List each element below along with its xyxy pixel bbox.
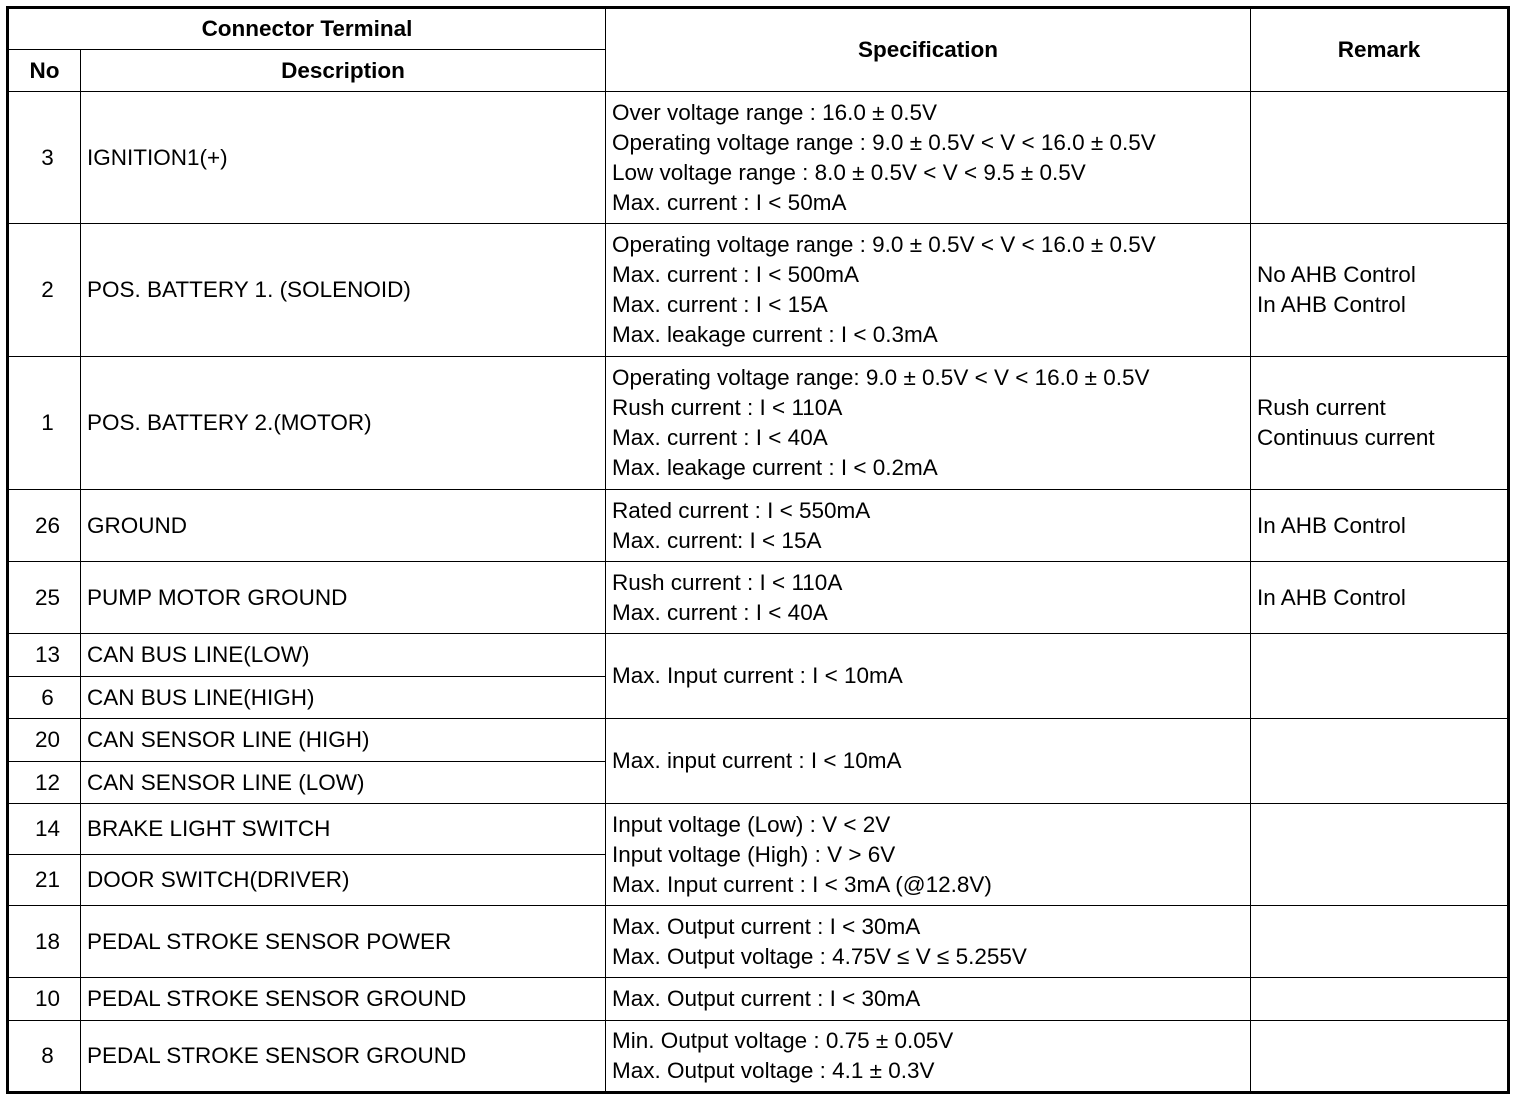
connector-terminal-table [6,6,1510,1094]
remark-cell [1251,1021,1509,1093]
spec-line: Max. current : I < 40A [612,599,828,625]
spec-line: Max. Input current : I < 3mA (@12.8V) [612,871,992,897]
terminal-no: 8 [8,1021,81,1093]
terminal-no: 6 [8,677,81,719]
terminal-no: 3 [8,92,81,224]
spec-line: Max. leakage current : I < 0.2mA [612,455,938,480]
spec-line: Max. leakage current : I < 0.3mA [612,322,938,347]
spec-line: Operating voltage range : 9.0 ± 0.5V < V < 16.0 ± 0.5V [612,129,1156,155]
header-no: No [8,50,81,92]
terminal-no: 10 [8,978,81,1021]
spec-line: Rated current : I < 550mA [612,497,871,523]
terminal-description: PEDAL STROKE SENSOR POWER [81,906,606,978]
remark-cell [1251,92,1509,224]
terminal-no: 25 [8,562,81,634]
spec-line: Low voltage range : 8.0 ± 0.5V < V < 9.5 ± 0.5V [612,159,1086,185]
terminal-no: 13 [8,634,81,677]
remark-cell [1251,562,1509,634]
spec-line: Max. Output voltage : 4.1 ± 0.3V [612,1058,935,1083]
remark-line: Rush current [1257,395,1386,420]
spec-line: Max. current : I < 15A [612,292,828,317]
terminal-description: CAN BUS LINE(LOW) [81,634,606,677]
table-row [8,562,1509,634]
spec-line: Operating voltage range: 9.0 ± 0.5V < V < 16.0 ± 0.5V [612,365,1150,390]
spec-line: Max. Input current : I < 10mA [612,663,903,688]
table-row [8,92,1509,224]
table-row [8,1021,1509,1093]
remark-cell [1251,906,1509,978]
terminal-description: POS. BATTERY 2.(MOTOR) [81,357,606,490]
header-description: Description [81,50,606,92]
terminal-no: 12 [8,762,81,804]
spec-line: Max. Output current : I < 30mA [612,986,921,1011]
specification-cell [606,562,1251,634]
terminal-description: BRAKE LIGHT SWITCH [81,804,606,855]
spec-line: Max. Output voltage : 4.75V ≤ V ≤ 5.255V [612,943,1027,969]
remark-cell [1251,978,1509,1021]
table-row [8,634,1509,677]
specification-cell [606,634,1251,719]
spec-line: Max. current: I < 15A [612,527,822,553]
table-row [8,490,1509,562]
remark-cell [1251,224,1509,357]
spec-line: Max. Output current : I < 30mA [612,913,921,939]
specification-cell [606,906,1251,978]
spec-line: Rush current : I < 110A [612,569,843,595]
spec-line: Min. Output voltage : 0.75 ± 0.05V [612,1028,954,1053]
remark-cell [1251,719,1509,804]
terminal-no: 2 [8,224,81,357]
specification-cell [606,92,1251,224]
spec-line: Over voltage range : 16.0 ± 0.5V [612,99,938,125]
spec-line: Rush current : I < 110A [612,395,843,420]
table-row [8,357,1509,490]
remark-cell [1251,490,1509,562]
table-row [8,978,1509,1021]
table-row [8,906,1509,978]
terminal-description: PEDAL STROKE SENSOR GROUND [81,1021,606,1093]
spec-line: Input voltage (Low) : V < 2V [612,811,891,837]
remark-cell [1251,804,1509,906]
spec-line: Max. current : I < 50mA [612,189,847,215]
spec-line: Max. input current : I < 10mA [612,748,902,773]
remark-line: No AHB Control [1257,262,1416,287]
table-row [8,224,1509,357]
terminal-description: CAN SENSOR LINE (HIGH) [81,719,606,762]
terminal-description: GROUND [81,490,606,562]
specification-cell [606,978,1251,1021]
spec-line: Input voltage (High) : V > 6V [612,841,896,867]
remark-cell [1251,634,1509,719]
terminal-description: CAN SENSOR LINE (LOW) [81,762,606,804]
terminal-no: 18 [8,906,81,978]
remark-line: In AHB Control [1257,292,1406,317]
header-specification: Specification [606,8,1251,92]
terminal-description: CAN BUS LINE(HIGH) [81,677,606,719]
specification-cell [606,490,1251,562]
remark-cell [1251,357,1509,490]
terminal-description: DOOR SWITCH(DRIVER) [81,855,606,906]
specification-cell [606,804,1251,906]
spec-line: Max. current : I < 500mA [612,262,859,287]
terminal-no: 14 [8,804,81,855]
spec-line: Operating voltage range : 9.0 ± 0.5V < V < 16.0 ± 0.5V [612,232,1156,257]
remark-line: Continuus current [1257,425,1435,450]
specification-cell [606,224,1251,357]
terminal-no: 20 [8,719,81,762]
terminal-description: IGNITION1(+) [81,92,606,224]
table-row [8,719,1509,762]
header-connector-terminal: Connector Terminal [8,8,606,50]
terminal-description: PUMP MOTOR GROUND [81,562,606,634]
terminal-no: 21 [8,855,81,906]
spec-line: Max. current : I < 40A [612,425,828,450]
header-remark: Remark [1251,8,1509,92]
remark-line: In AHB Control [1257,512,1406,538]
specification-cell [606,719,1251,804]
terminal-description: POS. BATTERY 1. (SOLENOID) [81,224,606,357]
table-row [8,804,1509,855]
specification-cell [606,357,1251,490]
terminal-description: PEDAL STROKE SENSOR GROUND [81,978,606,1021]
specification-cell [606,1021,1251,1093]
terminal-no: 26 [8,490,81,562]
terminal-no: 1 [8,357,81,490]
remark-line: In AHB Control [1257,584,1406,610]
